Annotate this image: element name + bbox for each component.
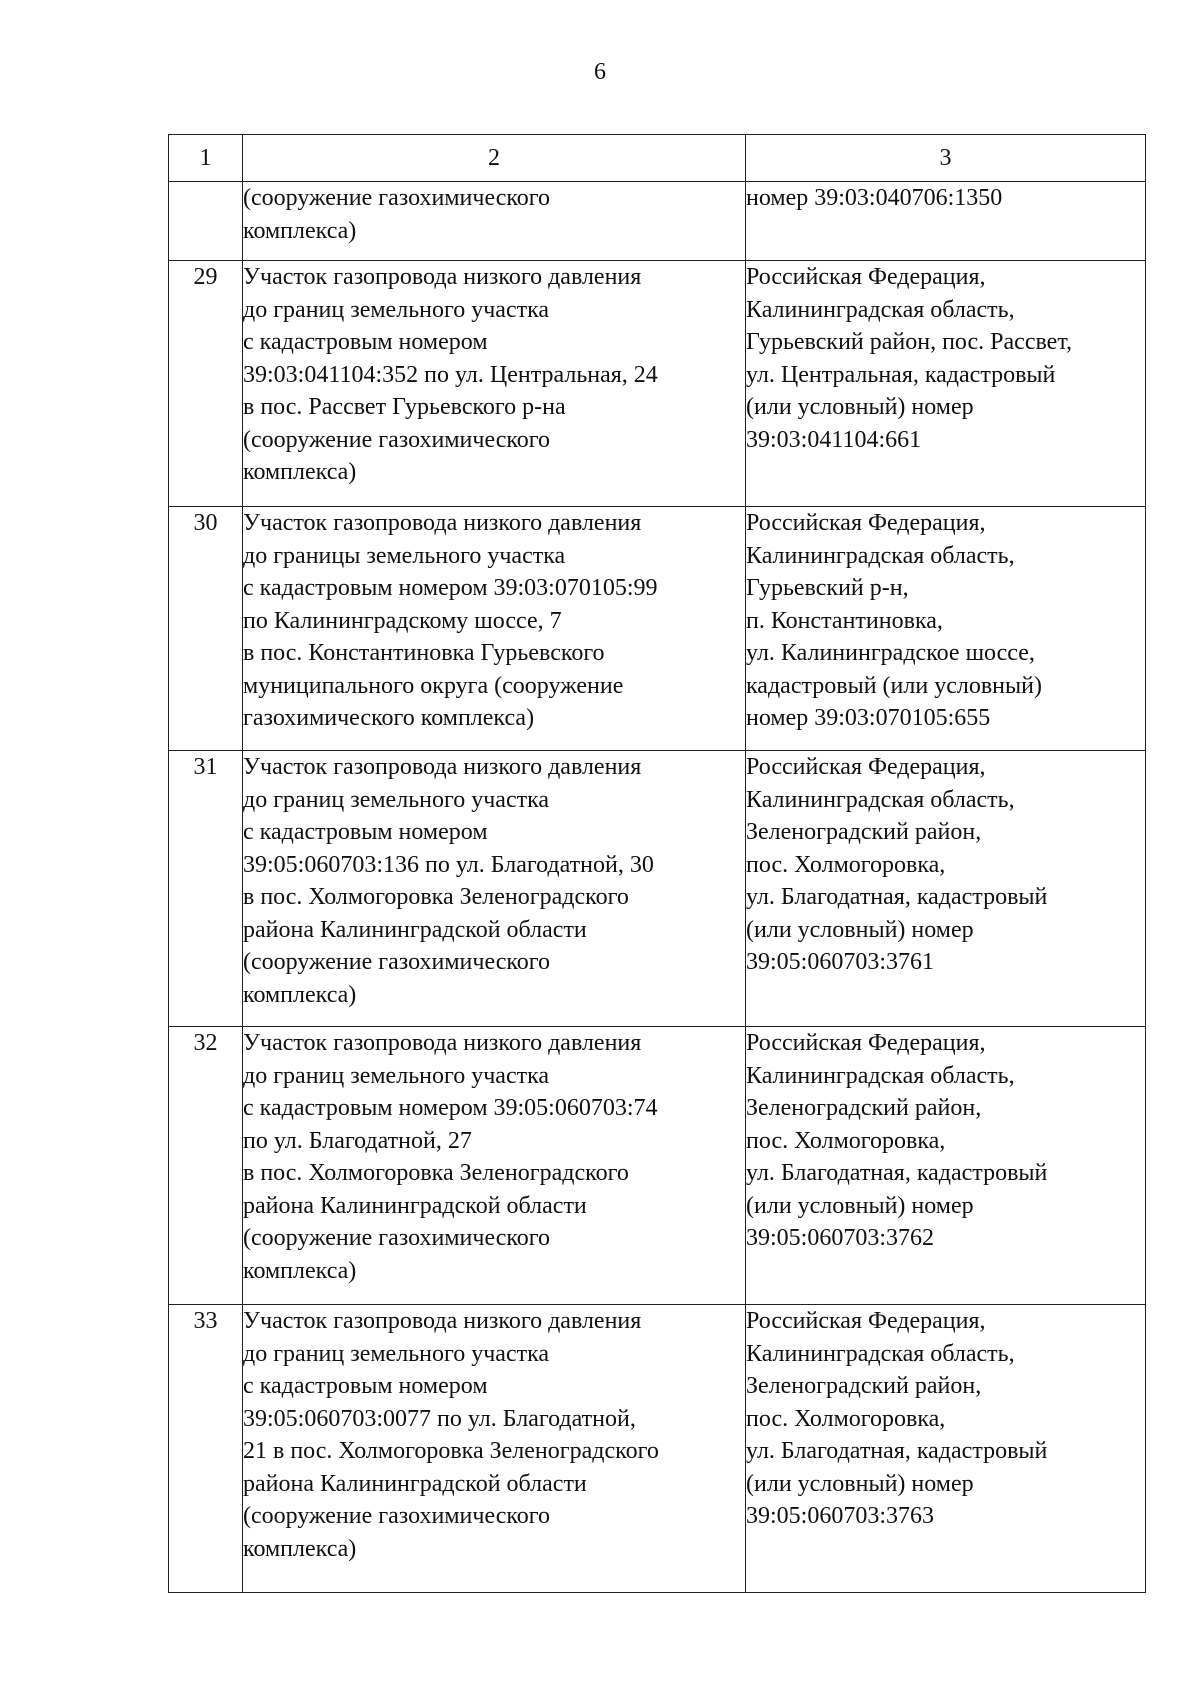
description-line: 21 в пос. Холмогоровка Зеленоградского (243, 1438, 659, 1464)
address-cell (746, 1305, 1146, 1593)
address-line: Калининградская область, (746, 542, 1015, 569)
address-cell (746, 507, 1146, 751)
address-line: Зеленоградский район, (746, 1095, 982, 1121)
address-line: Гурьевский р-н, (746, 575, 909, 601)
address-line: номер 39:03:040706:1350 (746, 185, 1003, 211)
description-line: (сооружение газохимического (243, 426, 551, 453)
address-line: Гурьевский район, пос. Рассвет, (746, 329, 1073, 355)
table-row (169, 1027, 1146, 1305)
description-cell (243, 1305, 746, 1593)
address-line: (или условный) номер (746, 916, 974, 943)
description-line: в пос. Рассвет Гурьевского р-на (243, 394, 566, 420)
description-cell (243, 507, 746, 751)
address-cell (746, 1027, 1146, 1305)
description-line: (сооружение газохимического (243, 1503, 551, 1529)
row-number-cell (169, 182, 243, 261)
address-line: пос. Холмогоровка, (746, 851, 946, 878)
description-line: 39:03:041104:352 по ул. Центральная, 24 (243, 361, 658, 388)
description-line: комплекса) (243, 1535, 357, 1562)
table-header (169, 135, 1146, 182)
address-line: п. Константиновка, (746, 607, 943, 634)
table-row (169, 261, 1146, 507)
address-line: (или условный) номер (746, 1192, 974, 1219)
description-line: комплекса) (243, 217, 357, 244)
description-line: с кадастровым номером 39:03:070105:99 (243, 575, 658, 601)
column-header-1: 1 (169, 135, 243, 182)
address-line: Зеленоградский район, (746, 819, 982, 845)
description-line: до границы земельного участка (243, 542, 566, 569)
description-cell (243, 1027, 746, 1305)
address-line: ул. Калининградское шоссе, (746, 640, 1035, 666)
description-line: Участок газопровода низкого давления (243, 754, 642, 780)
address-line: Зеленоградский район, (746, 1373, 982, 1399)
description-line: с кадастровым номером (243, 819, 488, 845)
description-line: Участок газопровода низкого давления (243, 1308, 642, 1334)
description-line: (сооружение газохимического (243, 949, 551, 975)
address-line: Российская Федерация, (746, 1030, 986, 1056)
row-number-cell: 32 (169, 1027, 243, 1305)
description-line: до границ земельного участка (243, 1340, 550, 1367)
address-line: номер 39:03:070105:655 (746, 705, 991, 731)
address-line: пос. Холмогоровка, (746, 1405, 946, 1432)
address-line: 39:05:060703:3761 (746, 949, 935, 975)
table-row (169, 507, 1146, 751)
address-line: 39:03:041104:661 (746, 426, 922, 453)
objects-table (168, 134, 1146, 1593)
address-cell (746, 182, 1146, 261)
description-line: до границ земельного участка (243, 1062, 550, 1089)
description-line: 39:05:060703:0077 по ул. Благодатной, (243, 1405, 636, 1432)
address-line: ул. Центральная, кадастровый (746, 361, 1056, 388)
address-line: Российская Федерация, (746, 1308, 986, 1334)
table-row (169, 1305, 1146, 1593)
description-line: по ул. Благодатной, 27 (243, 1127, 472, 1154)
column-header-3: 3 (746, 135, 1146, 182)
address-line: Калининградская область, (746, 296, 1015, 323)
header-row (169, 135, 1146, 182)
address-line: Калининградская область, (746, 1340, 1015, 1367)
address-line: Российская Федерация, (746, 264, 986, 290)
address-line: пос. Холмогоровка, (746, 1127, 946, 1154)
address-line: Калининградская область, (746, 786, 1015, 813)
page-number: 6 (594, 59, 606, 85)
description-line: с кадастровым номером (243, 329, 488, 355)
description-cell (243, 182, 746, 261)
address-cell (746, 751, 1146, 1027)
description-line: Участок газопровода низкого давления (243, 264, 642, 290)
description-line: (сооружение газохимического (243, 185, 551, 211)
address-line: (или условный) номер (746, 394, 974, 420)
address-line: Калининградская область, (746, 1062, 1015, 1089)
address-line: 39:05:060703:3763 (746, 1503, 935, 1529)
description-line: (сооружение газохимического (243, 1225, 551, 1251)
description-line: комплекса) (243, 981, 357, 1008)
description-line: до границ земельного участка (243, 296, 550, 323)
address-cell (746, 261, 1146, 507)
description-line: комплекса) (243, 1257, 357, 1284)
description-line: в пос. Холмогоровка Зеленоградского (243, 884, 629, 910)
address-line: (или условный) номер (746, 1470, 974, 1497)
row-number-cell: 33 (169, 1305, 243, 1593)
description-line: комплекса) (243, 459, 357, 485)
description-cell (243, 261, 746, 507)
address-line: ул. Благодатная, кадастровый (746, 884, 1048, 910)
table-row (169, 751, 1146, 1027)
address-line: 39:05:060703:3762 (746, 1225, 935, 1251)
address-line: ул. Благодатная, кадастровый (746, 1160, 1048, 1186)
address-line: кадастровый (или условный) (746, 672, 1042, 699)
description-line: газохимического комплекса) (243, 705, 535, 731)
address-line: ул. Благодатная, кадастровый (746, 1438, 1048, 1464)
description-line: в пос. Константиновка Гурьевского (243, 640, 605, 666)
description-line: района Калининградской области (243, 1470, 587, 1497)
address-line: Российская Федерация, (746, 754, 986, 780)
row-number-cell: 29 (169, 261, 243, 507)
table-body (169, 182, 1146, 1593)
description-line: в пос. Холмогоровка Зеленоградского (243, 1160, 629, 1186)
description-line: района Калининградской области (243, 916, 587, 943)
description-line: с кадастровым номером (243, 1373, 488, 1399)
row-number-cell: 30 (169, 507, 243, 751)
description-line: 39:05:060703:136 по ул. Благодатной, 30 (243, 851, 654, 878)
description-line: с кадастровым номером 39:05:060703:74 (243, 1095, 658, 1121)
description-line: до границ земельного участка (243, 786, 550, 813)
description-line: по Калининградскому шоссе, 7 (243, 607, 562, 634)
description-cell (243, 751, 746, 1027)
table-row-continuation (169, 182, 1146, 261)
column-header-2: 2 (243, 135, 746, 182)
description-line: Участок газопровода низкого давления (243, 510, 642, 536)
row-number-cell: 31 (169, 751, 243, 1027)
address-line: Российская Федерация, (746, 510, 986, 536)
description-line: муниципального округа (сооружение (243, 672, 624, 699)
description-line: Участок газопровода низкого давления (243, 1030, 642, 1056)
description-line: района Калининградской области (243, 1192, 587, 1219)
